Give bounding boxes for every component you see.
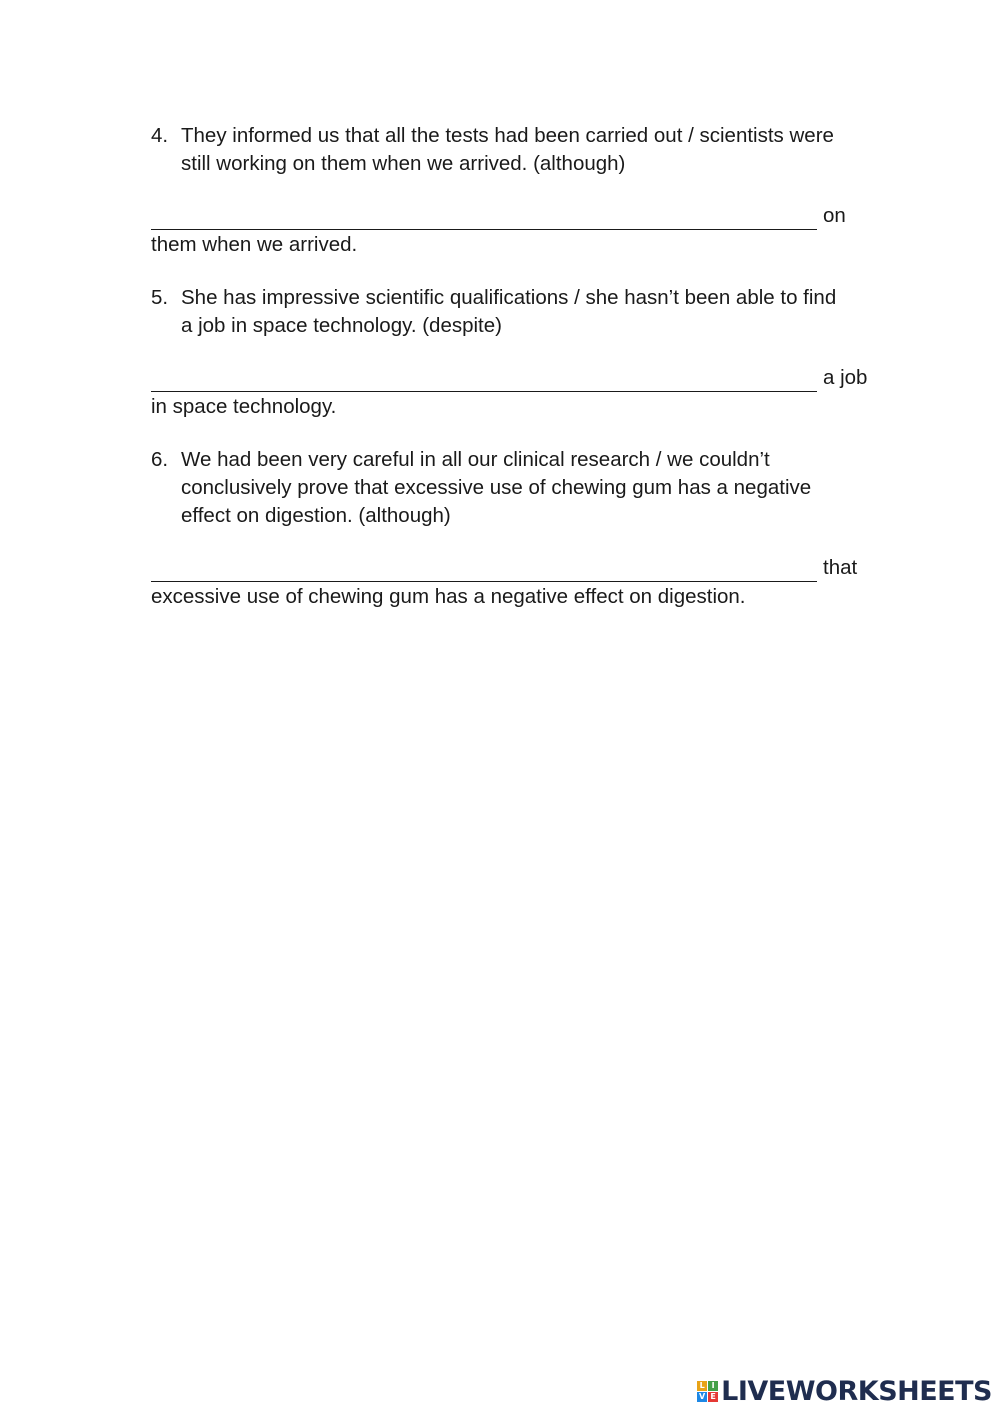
question-number: 4. [151,124,169,147]
answer-continuation: in space technology. [151,395,337,418]
logo-mark-letter: V [699,1391,706,1401]
liveworksheets-logo [697,1377,992,1405]
logo-mark-letter: L [697,1381,707,1391]
answer-continuation: them when we arrived. [151,233,358,256]
logo-text: LIVEWORKSHEETS [721,1375,992,1407]
answer-blank[interactable] [151,559,817,582]
question-prompt-line: She has impressive scientific qualifications / she hasn’t been able to find [181,286,837,309]
question-prompt-line: a job in space technology. (despite) [181,314,502,337]
answer-row [151,554,857,582]
logo-mark-letter: I [708,1381,718,1391]
logo-mark-letter: E [708,1392,718,1402]
logo-mark-icon [697,1381,718,1402]
question-number: 5. [151,286,169,309]
answer-tail: a job [823,366,868,389]
question-prompt-line: still working on them when we arrived. (although) [181,152,626,175]
question-prompt-line: effect on digestion. (although) [181,504,451,527]
answer-row [151,364,867,392]
answer-continuation: excessive use of chewing gum has a negative effect on digestion. [151,585,746,608]
answer-row [151,202,846,230]
question-number: 6. [151,448,169,471]
question-prompt-line: They informed us that all the tests had been carried out / scientists were [181,124,834,147]
answer-blank[interactable] [151,207,817,230]
question-prompt-line: We had been very careful in all our clinical research / we couldn’t [181,448,770,471]
answer-tail: that [823,556,858,579]
question-prompt-line: conclusively prove that excessive use of chewing gum has a negative [181,476,812,499]
answer-tail: on [823,204,846,227]
answer-blank[interactable] [151,369,817,392]
